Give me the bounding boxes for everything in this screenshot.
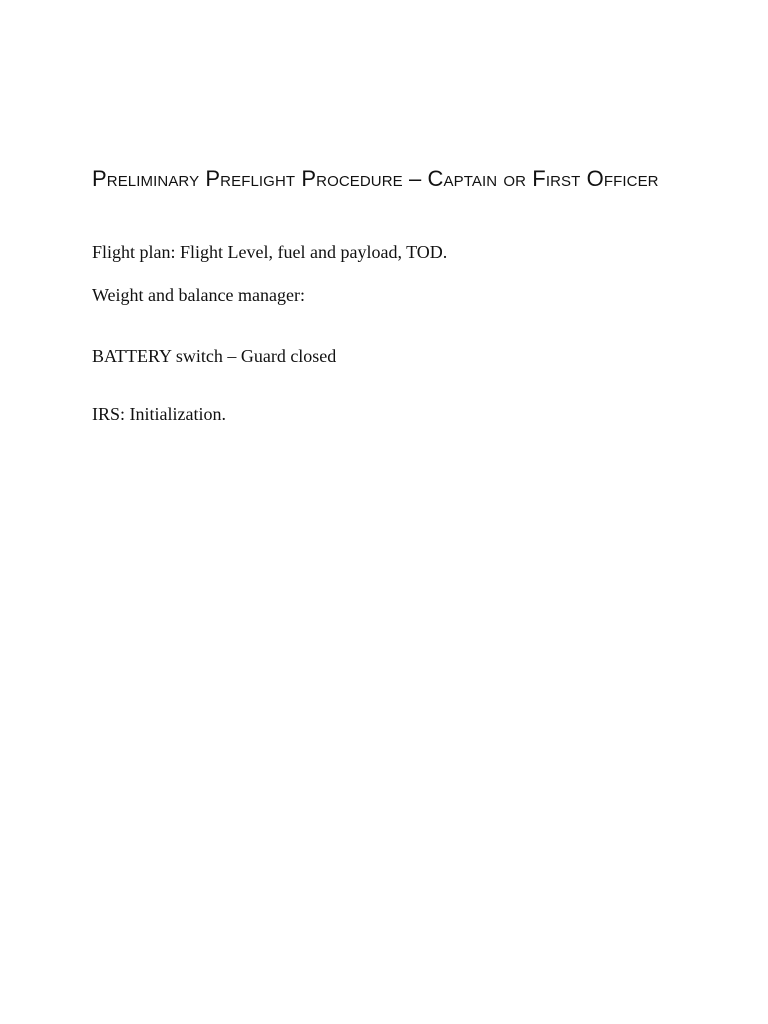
section-heading: Preliminary Preflight Procedure – Captain or First Officer: [92, 166, 659, 191]
battery-switch-line: BATTERY switch – Guard closed: [92, 346, 337, 366]
weight-balance-line: Weight and balance manager:: [92, 285, 305, 305]
flight-plan-line: Flight plan: Flight Level, fuel and payload, TOD.: [92, 242, 448, 262]
irs-initialization-line: IRS: Initialization.: [92, 404, 226, 424]
